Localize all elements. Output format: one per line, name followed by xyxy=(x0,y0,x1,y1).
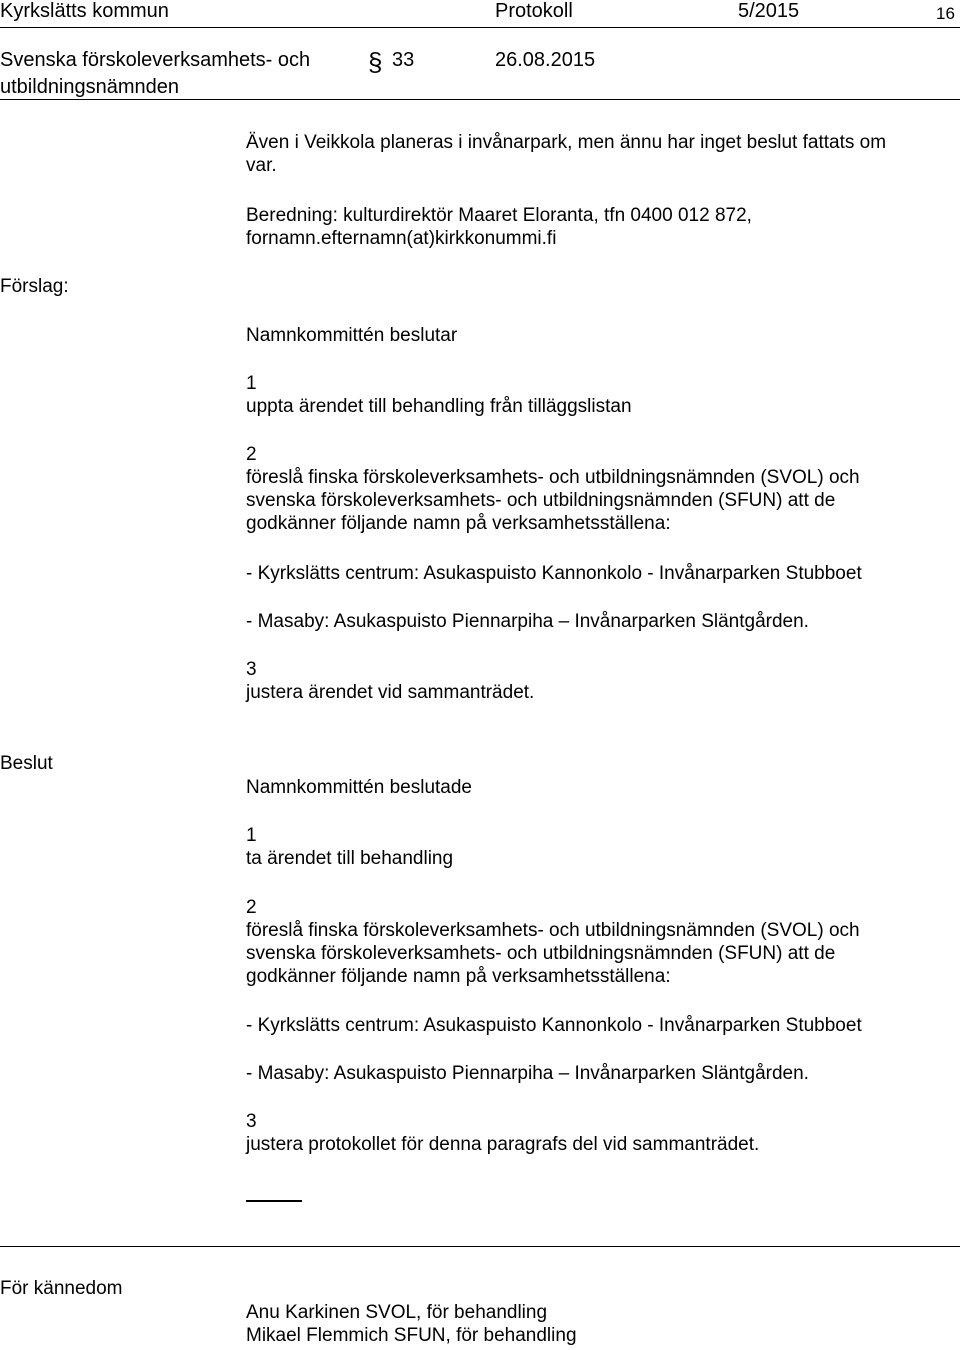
decision-item1-text: ta ärendet till behandling xyxy=(246,848,454,869)
short-divider xyxy=(246,1200,302,1202)
decision-place1: - Kyrkslätts centrum: Asukaspuisto Kannonkolo - Invånarparken Stubboet xyxy=(246,1015,862,1036)
proposal-place1: - Kyrkslätts centrum: Asukaspuisto Kannonkolo - Invånarparken Stubboet xyxy=(246,563,862,584)
decision-heading: Namnkommittén beslutade xyxy=(246,777,472,798)
decision-item2-line3: godkänner följande namn på verksamhetsställena: xyxy=(246,966,671,987)
decision-item1-number: 1 xyxy=(246,825,257,846)
page-number: 16 xyxy=(936,4,955,23)
intro-line2: var. xyxy=(246,155,277,176)
committee-name-line2: utbildningsnämnden xyxy=(0,76,180,98)
intro-line1: Även i Veikkola planeras i invånarpark, men ännu har inget beslut fattats om xyxy=(246,132,887,153)
decision-label: Beslut xyxy=(0,753,53,774)
header-rule-top xyxy=(0,27,960,28)
proposal-label: Förslag: xyxy=(0,276,69,297)
section-symbol: § xyxy=(368,47,383,77)
proposal-heading: Namnkommittén beslutar xyxy=(246,325,458,346)
meeting-date: 26.08.2015 xyxy=(495,49,596,71)
proposal-place2: - Masaby: Asukaspuisto Piennarpiha – Invånarparken Släntgården. xyxy=(246,611,809,632)
committee-name-line1: Svenska förskoleverksamhets- och xyxy=(0,49,311,71)
preparation-line1: Beredning: kulturdirektör Maaret Eloranta, tfn 0400 012 872, xyxy=(246,205,752,226)
preparation-line2: fornamn.efternamn(at)kirkkonummi.fi xyxy=(246,228,557,249)
proposal-item3-number: 3 xyxy=(246,659,257,680)
proposal-item2-line1: föreslå finska förskoleverksamhets- och utbildningsnämnden (SVOL) och xyxy=(246,467,860,488)
proposal-item2-line2: svenska förskoleverksamhets- och utbildningsnämnden (SFUN) att de xyxy=(246,490,836,511)
proposal-item1-number: 1 xyxy=(246,373,257,394)
proposal-item3-text: justera ärendet vid sammanträdet. xyxy=(246,682,535,703)
document-number: 5/2015 xyxy=(738,0,800,22)
municipality-name: Kyrkslätts kommun xyxy=(0,0,169,22)
proposal-item2-line3: godkänner följande namn på verksamhetsställena: xyxy=(246,513,671,534)
notice-label: För kännedom xyxy=(0,1278,123,1299)
section-number: 33 xyxy=(392,49,415,71)
notice-line1: Anu Karkinen SVOL, för behandling xyxy=(246,1302,548,1323)
decision-item2-line1: föreslå finska förskoleverksamhets- och utbildningsnämnden (SVOL) och xyxy=(246,920,860,941)
proposal-item2-number: 2 xyxy=(246,444,257,465)
header-rule-bottom xyxy=(0,99,960,100)
decision-item2-number: 2 xyxy=(246,897,257,918)
proposal-item1-text: uppta ärendet till behandling från tilläggslistan xyxy=(246,396,632,417)
decision-item3-text: justera protokollet för denna paragrafs del vid sammanträdet. xyxy=(246,1134,760,1155)
decision-item3-number: 3 xyxy=(246,1111,257,1132)
section-rule xyxy=(0,1246,960,1247)
document-type: Protokoll xyxy=(495,0,573,22)
decision-place2: - Masaby: Asukaspuisto Piennarpiha – Invånarparken Släntgården. xyxy=(246,1063,809,1084)
notice-line2: Mikael Flemmich SFUN, för behandling xyxy=(246,1325,577,1346)
decision-item2-line2: svenska förskoleverksamhets- och utbildningsnämnden (SFUN) att de xyxy=(246,943,836,964)
